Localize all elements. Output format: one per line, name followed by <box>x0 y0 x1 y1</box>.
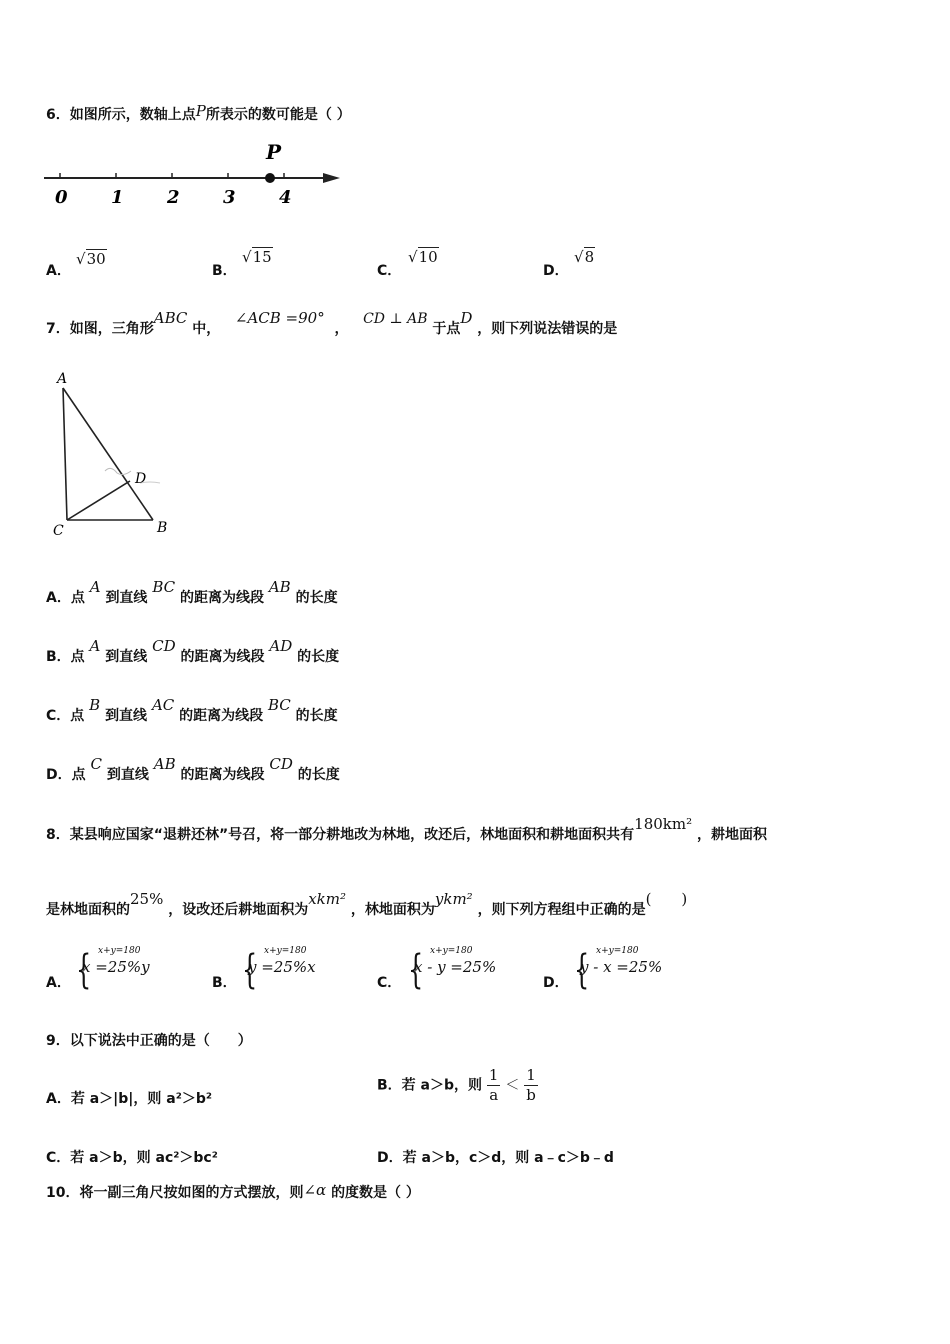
q9-option-a[interactable]: A．若 a＞|b|，则 a²＞b² <box>46 1091 213 1107</box>
q6-tick-label: 2 <box>167 187 180 208</box>
q6-stem <box>46 104 351 124</box>
q10-stem: 10．将一副三角尺按如图的方式摆放，则∠α 的度数是（ ） <box>46 1181 420 1201</box>
q7-option-a[interactable]: A．点 A 到直线 BC 的距离为线段 AB 的长度 <box>46 578 338 606</box>
q7-triangle-figure <box>45 365 180 545</box>
q9-frac-1a: $\frac{1}{a}$ <box>488 1066 499 1104</box>
q9-option-d[interactable]: D．若 a＞b，c＞d，则 a﹣c＞b﹣d <box>377 1150 614 1166</box>
q8-line-1: 8．某县响应国家“退耕还林”号召，将一部分耕地改为林地，改还后，林地面积和耕地面积共有180km² ，耕地面积 <box>46 815 767 843</box>
q7-label-b: B <box>157 520 168 536</box>
q6-point-marker <box>265 173 275 183</box>
q7-option-b[interactable]: B．点 A 到直线 CD 的距离为线段 AD 的长度 <box>46 637 340 665</box>
q6-option-d[interactable]: D． <box>543 263 569 279</box>
q6-tick-label: 3 <box>223 187 236 208</box>
q6-option-a-radical: √30 <box>76 250 106 268</box>
q6-option-d-radical: √8 <box>574 248 595 266</box>
q6-option-c[interactable]: C． <box>377 263 402 279</box>
q6-tick-label: 1 <box>111 187 124 208</box>
q9-frac-1b: $\frac{1}{b}$ <box>526 1066 536 1104</box>
q9-stem: 9．以下说法中正确的是（ ） <box>46 1033 252 1049</box>
q6-suffix: 所表示的数可能是（ ） <box>205 107 351 123</box>
q9-option-b[interactable]: B．若 a＞b，则 $\frac{1}{a}$ ＜ $\frac{1}{b}$ <box>377 1066 536 1104</box>
q6-option-b-radical: √15 <box>242 248 272 266</box>
q6-option-a[interactable]: A． <box>46 263 71 279</box>
q8-option-b[interactable]: B． <box>212 975 237 991</box>
q6-tick-label: 4 <box>279 187 292 208</box>
q6-tick-label: 0 <box>55 187 68 208</box>
q7-option-c[interactable]: C．点 B 到直线 AC 的距离为线段 BC 的长度 <box>46 696 338 724</box>
q8-option-d[interactable]: D． <box>543 975 569 991</box>
q7-label-c: C <box>53 523 64 539</box>
q6-var: P <box>195 102 206 120</box>
q7-stem: 7．如图，三角形ABC 中， ∠ACB =90° ， CD ⊥ AB 于点D ，则下列说法错误的是 <box>46 309 618 337</box>
q9-option-c[interactable]: C．若 a＞b，则 ac²＞bc² <box>46 1150 218 1166</box>
q8-option-a[interactable]: A． <box>46 975 71 991</box>
q7-option-d[interactable]: D．点 C 到直线 AB 的距离为线段 CD 的长度 <box>46 755 340 783</box>
q6-number-line <box>40 135 350 210</box>
q6-point-label: P <box>266 140 282 164</box>
q6-option-b[interactable]: B． <box>212 263 237 279</box>
q7-label-d: D <box>135 471 147 487</box>
q8-option-c[interactable]: C． <box>377 975 402 991</box>
q6-option-c-radical: √10 <box>408 248 438 266</box>
q8-line-2: 是林地面积的25% ，设改还后耕地面积为xkm² ，林地面积为ykm² ，则下列方程组中正确的是( ) <box>46 890 688 918</box>
q6-prefix: 6．如图所示，数轴上点 <box>46 107 196 123</box>
q7-label-a: A <box>57 371 68 387</box>
